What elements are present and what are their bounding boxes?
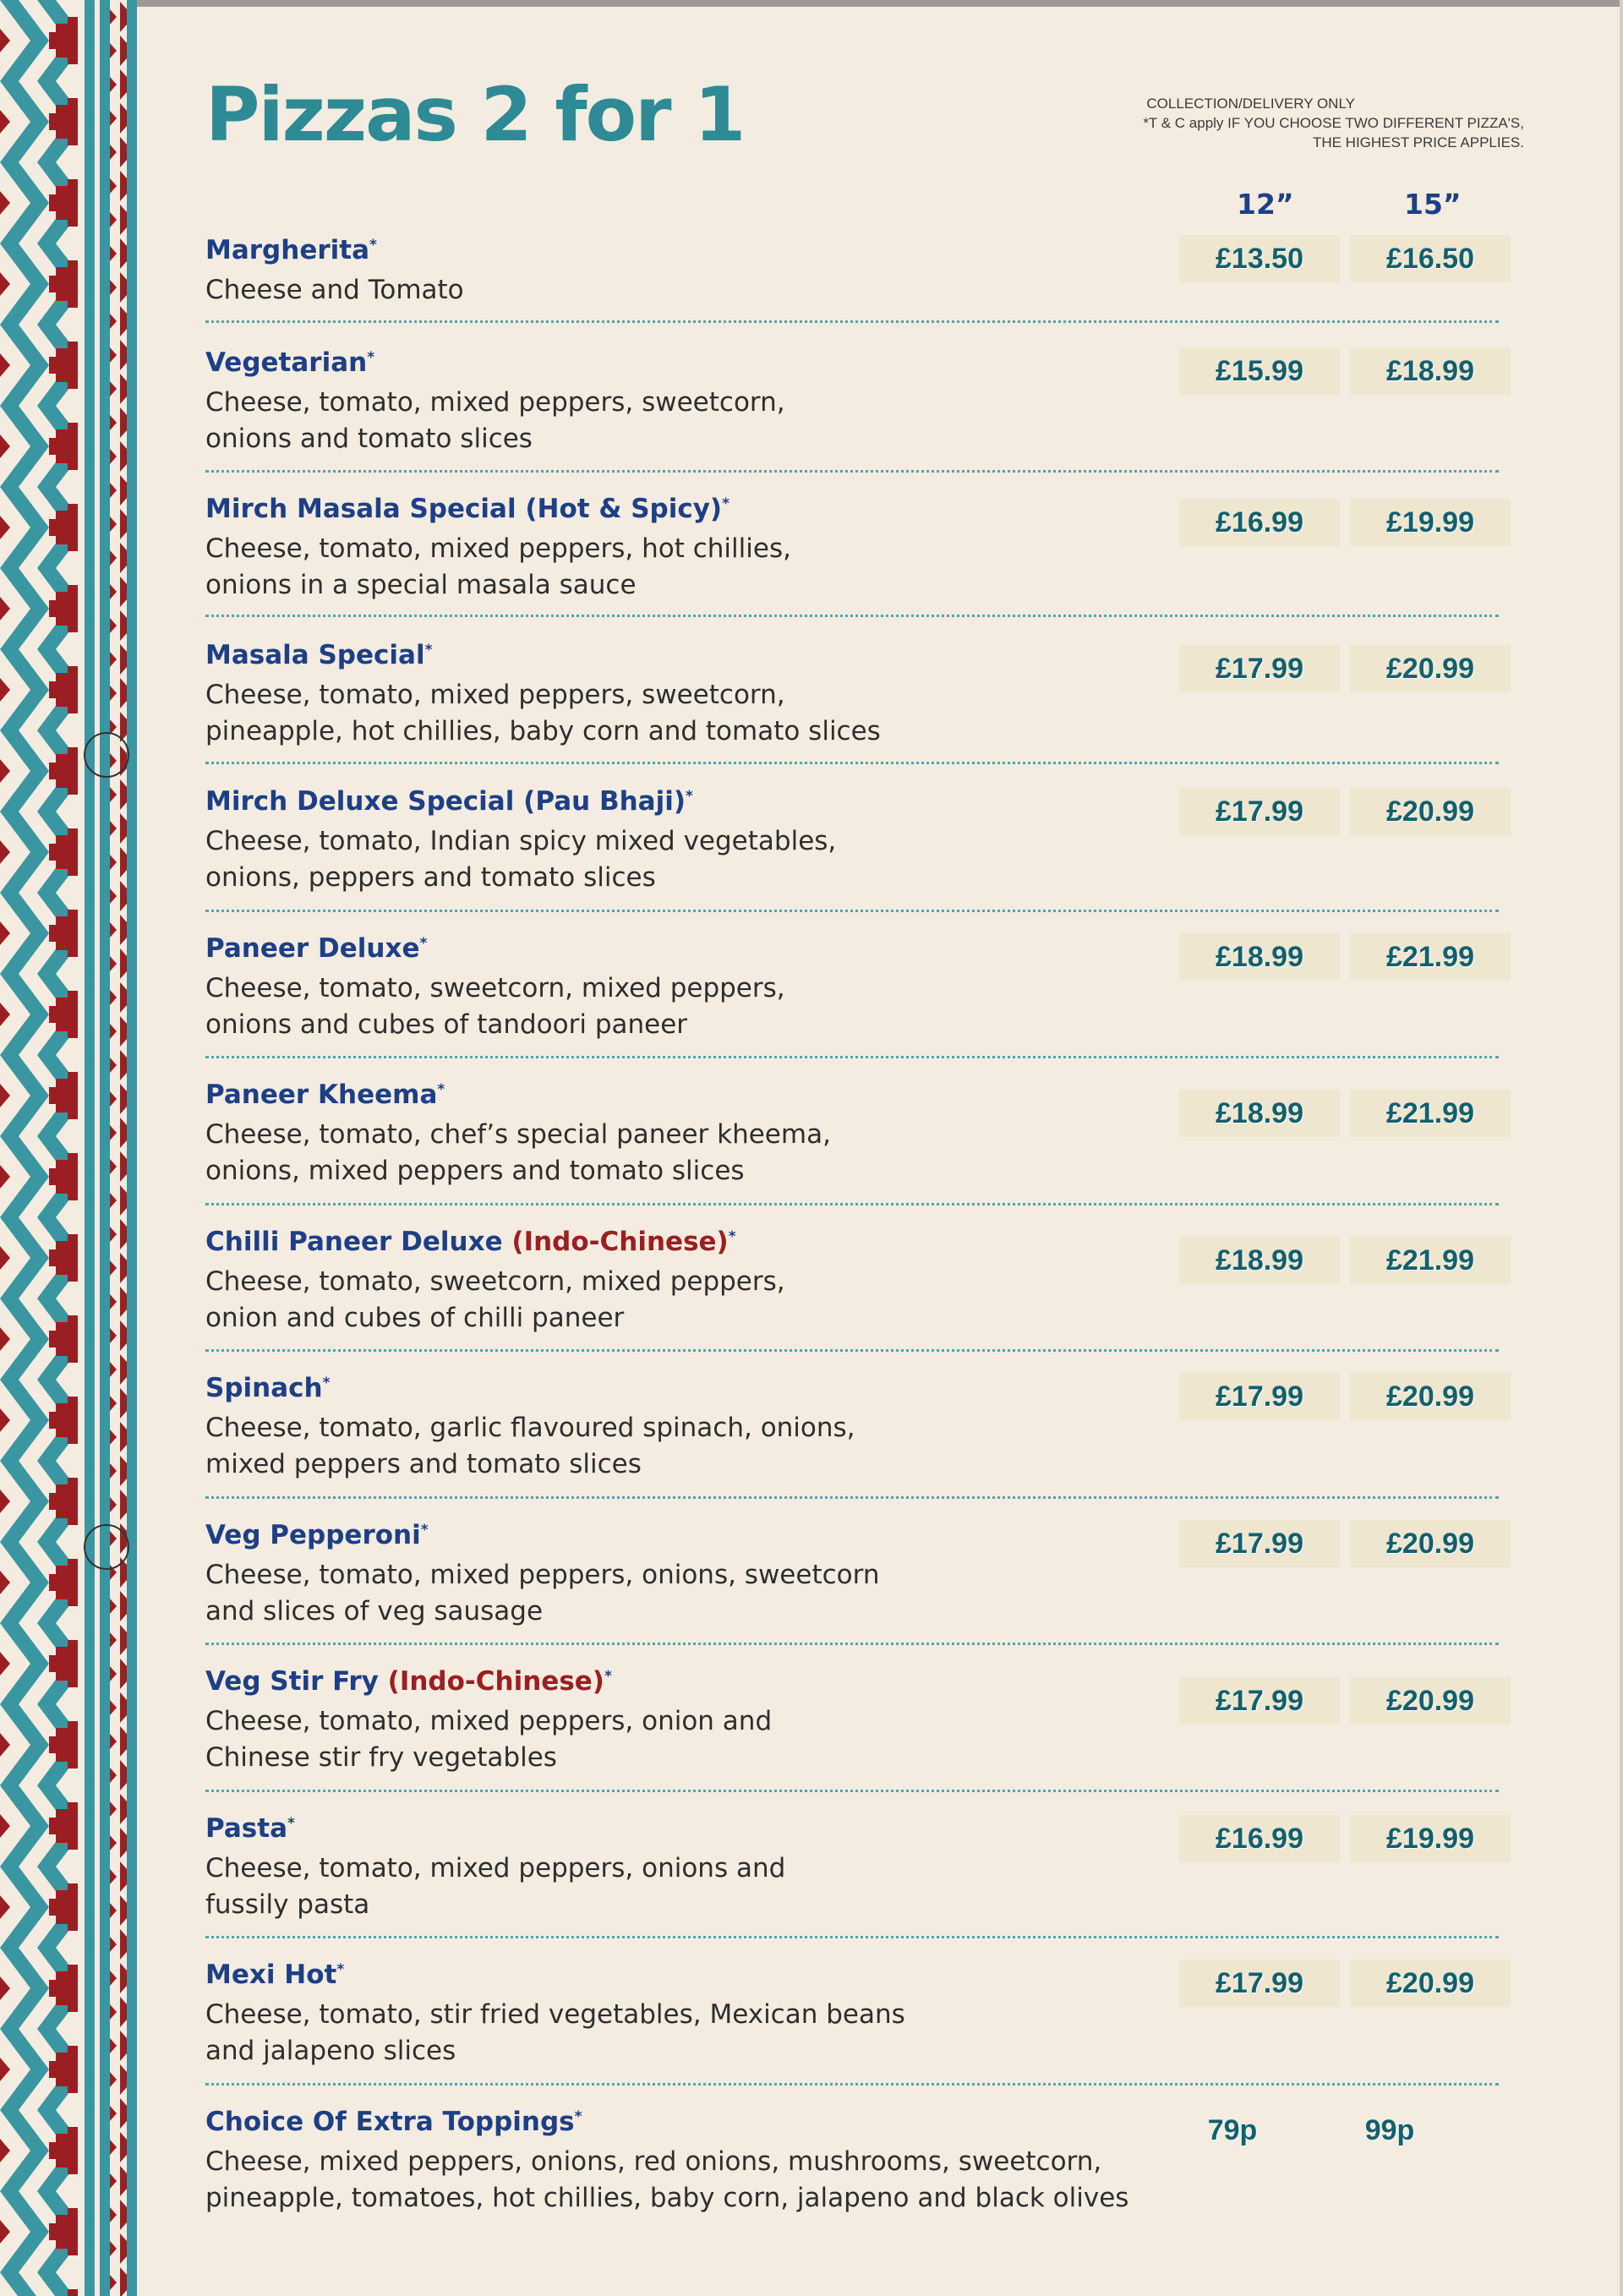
menu-item-mirch-masala-special bbox=[205, 494, 1499, 617]
price-15: 99p bbox=[1364, 2113, 1415, 2146]
item-description: Cheese, tomato, mixed peppers, hot chillies, onions in a special masala sauce bbox=[205, 533, 791, 600]
price-12: £16.99 bbox=[1179, 499, 1340, 546]
menu-item-margherita bbox=[205, 235, 1499, 323]
item-description: Cheese, tomato, mixed peppers, sweetcorn, pineapple, hot chillies, baby corn and tomato slices bbox=[205, 680, 881, 746]
item-description: Cheese, tomato, sweetcorn, mixed peppers, onions and cubes of tandoori paneer bbox=[205, 973, 785, 1040]
menu-item-paneer-deluxe bbox=[205, 933, 1499, 1058]
menu-item-mexi-hot bbox=[205, 1960, 1499, 2086]
item-name: Choice Of Extra Toppings* bbox=[205, 2107, 582, 2137]
size-header-15: 15” bbox=[1404, 188, 1462, 221]
item-name: Veg Pepperoni* bbox=[205, 1520, 429, 1550]
item-name: Chilli Paneer Deluxe (Indo-Chinese)* bbox=[205, 1227, 736, 1257]
item-name: Veg Stir Fry (Indo-Chinese)* bbox=[205, 1666, 612, 1697]
price-12: £18.99 bbox=[1179, 933, 1340, 981]
price-12: £16.99 bbox=[1179, 1815, 1340, 1862]
menu-item-spinach bbox=[205, 1373, 1499, 1499]
price-12: £13.50 bbox=[1179, 235, 1340, 282]
price-15: £21.99 bbox=[1350, 1237, 1511, 1284]
item-name: Margherita* bbox=[205, 235, 377, 265]
item-name: Mexi Hot* bbox=[205, 1960, 345, 1990]
item-description: Cheese and Tomato bbox=[205, 275, 464, 305]
price-15: £20.99 bbox=[1350, 1960, 1511, 2007]
aztec-pattern-graphic bbox=[0, 0, 142, 2296]
price-15: £21.99 bbox=[1350, 933, 1511, 981]
price-15: £18.99 bbox=[1350, 347, 1511, 395]
price-15: £20.99 bbox=[1350, 1373, 1511, 1420]
menu-item-pasta bbox=[205, 1813, 1499, 1938]
price-15: £20.99 bbox=[1350, 788, 1511, 835]
item-description: Cheese, tomato, Indian spicy mixed vegetables, onions, peppers and tomato slices bbox=[205, 826, 837, 893]
size-header-12: 12” bbox=[1237, 188, 1294, 221]
price-12: £17.99 bbox=[1179, 1960, 1340, 2007]
menu-item-paneer-kheema bbox=[205, 1080, 1499, 1205]
right-edge bbox=[1620, 0, 1623, 2296]
price-12: £18.99 bbox=[1179, 1237, 1340, 1284]
menu-item-extra-toppings bbox=[205, 2107, 1499, 2217]
menu-item-veg-pepperoni bbox=[205, 1520, 1499, 1645]
item-name: Paneer Kheema* bbox=[205, 1080, 445, 1110]
menu-item-veg-stir-fry bbox=[205, 1666, 1499, 1792]
item-name: Masala Special* bbox=[205, 640, 433, 670]
menu-item-chilli-paneer-deluxe bbox=[205, 1227, 1499, 1352]
item-name: Paneer Deluxe* bbox=[205, 933, 428, 964]
page-title: Pizzas 2 for 1 bbox=[205, 71, 745, 158]
price-12: £17.99 bbox=[1179, 1677, 1340, 1725]
item-description: Cheese, tomato, sweetcorn, mixed peppers, onion and cubes of chilli paneer bbox=[205, 1266, 785, 1333]
item-name: Vegetarian* bbox=[205, 347, 375, 378]
price-15: £20.99 bbox=[1350, 645, 1511, 692]
price-12: £15.99 bbox=[1179, 347, 1340, 395]
item-description: Cheese, tomato, mixed peppers, onion and Chinese stir fry vegetables bbox=[205, 1706, 773, 1773]
item-description: Cheese, mixed peppers, onions, red onions, mushrooms, sweetcorn, pineapple, tomatoes, hot chillies, baby corn, jalapeno and black olives bbox=[205, 2146, 1129, 2213]
terms-note bbox=[932, 94, 1524, 152]
note-line-1: COLLECTION/DELIVERY ONLY bbox=[1146, 96, 1355, 112]
price-15: £16.50 bbox=[1350, 235, 1511, 282]
note-line-2: *T & C apply IF YOU CHOOSE TWO DIFFERENT PIZZA'S, bbox=[1143, 115, 1524, 131]
price-15: £19.99 bbox=[1350, 499, 1511, 546]
item-description: Cheese, tomato, garlic flavoured spinach, onions, mixed peppers and tomato slices bbox=[205, 1413, 855, 1479]
menu-item-mirch-deluxe-special bbox=[205, 786, 1499, 912]
item-name: Mirch Masala Special (Hot & Spicy)* bbox=[205, 494, 730, 524]
price-12: £18.99 bbox=[1179, 1090, 1340, 1137]
item-name-accent: (Indo-Chinese) bbox=[387, 1666, 604, 1697]
item-description: Cheese, tomato, mixed peppers, onions and fussily pasta bbox=[205, 1853, 786, 1920]
price-12: 79p bbox=[1207, 2113, 1258, 2146]
menu-item-vegetarian bbox=[205, 347, 1499, 473]
item-name: Mirch Deluxe Special (Pau Bhaji)* bbox=[205, 786, 693, 817]
menu-item-masala-special bbox=[205, 640, 1499, 764]
price-12: £17.99 bbox=[1179, 645, 1340, 692]
item-name: Pasta* bbox=[205, 1813, 295, 1844]
item-description: Cheese, tomato, stir fried vegetables, Mexican beans and jalapeno slices bbox=[205, 1999, 905, 2066]
price-15: £19.99 bbox=[1350, 1815, 1511, 1862]
price-15: £20.99 bbox=[1350, 1677, 1511, 1725]
price-15: £20.99 bbox=[1350, 1520, 1511, 1567]
item-description: Cheese, tomato, chef’s special paneer kheema, onions, mixed peppers and tomato slices bbox=[205, 1119, 831, 1186]
item-description: Cheese, tomato, mixed peppers, onions, sweetcorn and slices of veg sausage bbox=[205, 1560, 880, 1626]
menu-content bbox=[205, 0, 1524, 2296]
price-12: £17.99 bbox=[1179, 1520, 1340, 1567]
decorative-border bbox=[0, 0, 142, 2296]
price-15: £21.99 bbox=[1350, 1090, 1511, 1137]
note-line-3: THE HIGHEST PRICE APPLIES. bbox=[1312, 134, 1524, 150]
price-12: £17.99 bbox=[1179, 1373, 1340, 1420]
item-name: Spinach* bbox=[205, 1373, 331, 1403]
item-name-accent: (Indo-Chinese) bbox=[511, 1227, 729, 1257]
item-description: Cheese, tomato, mixed peppers, sweetcorn, onions and tomato slices bbox=[205, 387, 785, 454]
price-12: £17.99 bbox=[1179, 788, 1340, 835]
